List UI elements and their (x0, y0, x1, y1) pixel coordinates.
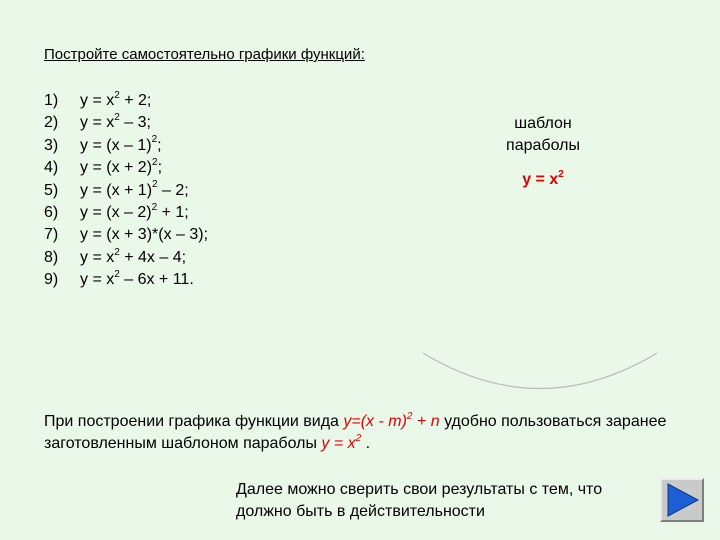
explanation-part3: . (361, 435, 371, 453)
function-item (44, 135, 208, 157)
function-number: 3) (44, 136, 59, 154)
formula-part: + 1; (157, 204, 189, 222)
formula-part: – 2; (157, 181, 189, 199)
template-formula (490, 168, 596, 189)
template-formula-exponent: 2 (558, 168, 564, 180)
function-item (44, 157, 208, 179)
parabola-template-curve (420, 346, 660, 396)
formula-exponent: 2 (114, 268, 120, 280)
function-item (44, 269, 208, 291)
function-item (44, 90, 208, 112)
function-formula (80, 269, 194, 291)
formula-part: + 4x – 4; (119, 248, 187, 266)
formula-part: ; (157, 159, 163, 177)
function-number: 8) (44, 248, 59, 266)
function-number: 9) (44, 271, 59, 289)
formula-exponent: 2 (114, 246, 120, 258)
formula-part: y = x (80, 248, 115, 266)
function-number: 4) (44, 159, 59, 177)
function-item (44, 180, 208, 202)
formula-exponent: 2 (151, 134, 158, 146)
function-formula (80, 224, 208, 246)
explanation-part2: удобно пользоваться заранее заготовленным шаблоном параболы (44, 413, 667, 453)
formula-part: + 2; (119, 92, 152, 109)
formula-exponent: 2 (151, 201, 158, 213)
function-formula (80, 112, 151, 134)
formula-part: ; (157, 136, 162, 154)
function-formula (80, 135, 162, 157)
formula-part: y = (x – 2) (80, 204, 152, 222)
formula-part: y = (x + 1) (80, 181, 153, 199)
formula-part: y = (x + 3)*(x – 3); (80, 226, 209, 244)
function-formula (80, 180, 189, 202)
formula1-base: y=(x - m) (343, 413, 407, 430)
play-right-arrow-icon (662, 480, 702, 520)
formula-part: y = x (80, 271, 115, 289)
formula-base-parabola (321, 435, 361, 452)
formula-part: y = x (80, 114, 115, 132)
function-formula (80, 202, 189, 224)
template-formula-base: y = x (522, 171, 559, 188)
function-formula (80, 90, 151, 112)
function-item (44, 224, 208, 246)
formula-exponent: 2 (152, 179, 158, 191)
template-label-line2: параболы (506, 137, 580, 154)
explanation-part1: При построении графика функции вида (44, 413, 344, 430)
template-label (490, 113, 596, 157)
function-item (44, 202, 208, 224)
next-slide-button[interactable] (660, 478, 704, 522)
page-title: Постройте самостоятельно графики функций: (44, 46, 365, 63)
formula-exponent: 2 (114, 112, 120, 124)
explanation-paragraph (44, 411, 684, 456)
formula-exponent: 2 (114, 89, 120, 101)
function-number: 7) (44, 226, 59, 244)
function-item (44, 112, 208, 134)
formula-part: y = x (80, 92, 115, 109)
function-number: 6) (44, 204, 59, 222)
function-number: 1) (44, 92, 59, 109)
formula-exponent: 2 (152, 156, 158, 168)
formula-part: – 6x + 11. (119, 271, 194, 289)
hint-note: Далее можно сверить свои результаты с тем, что должно быть в действительности (236, 481, 603, 521)
function-item (44, 247, 208, 269)
formula-shifted-parabola (343, 410, 440, 430)
formula1-tail: + n (412, 413, 440, 430)
formula1-exponent: 2 (406, 410, 413, 422)
formula2-base: y = x (321, 435, 356, 453)
function-number: 2) (44, 114, 59, 132)
formula2-exponent: 2 (355, 433, 362, 445)
template-label-line1: шаблон (514, 115, 572, 132)
function-formula (80, 157, 162, 179)
formula-part: – 3; (119, 114, 151, 132)
formula-part: y = (x + 2) (80, 159, 153, 177)
function-list (44, 90, 208, 292)
function-number: 5) (44, 181, 59, 199)
formula-part: y = (x – 1) (80, 136, 152, 154)
function-formula (80, 247, 186, 269)
